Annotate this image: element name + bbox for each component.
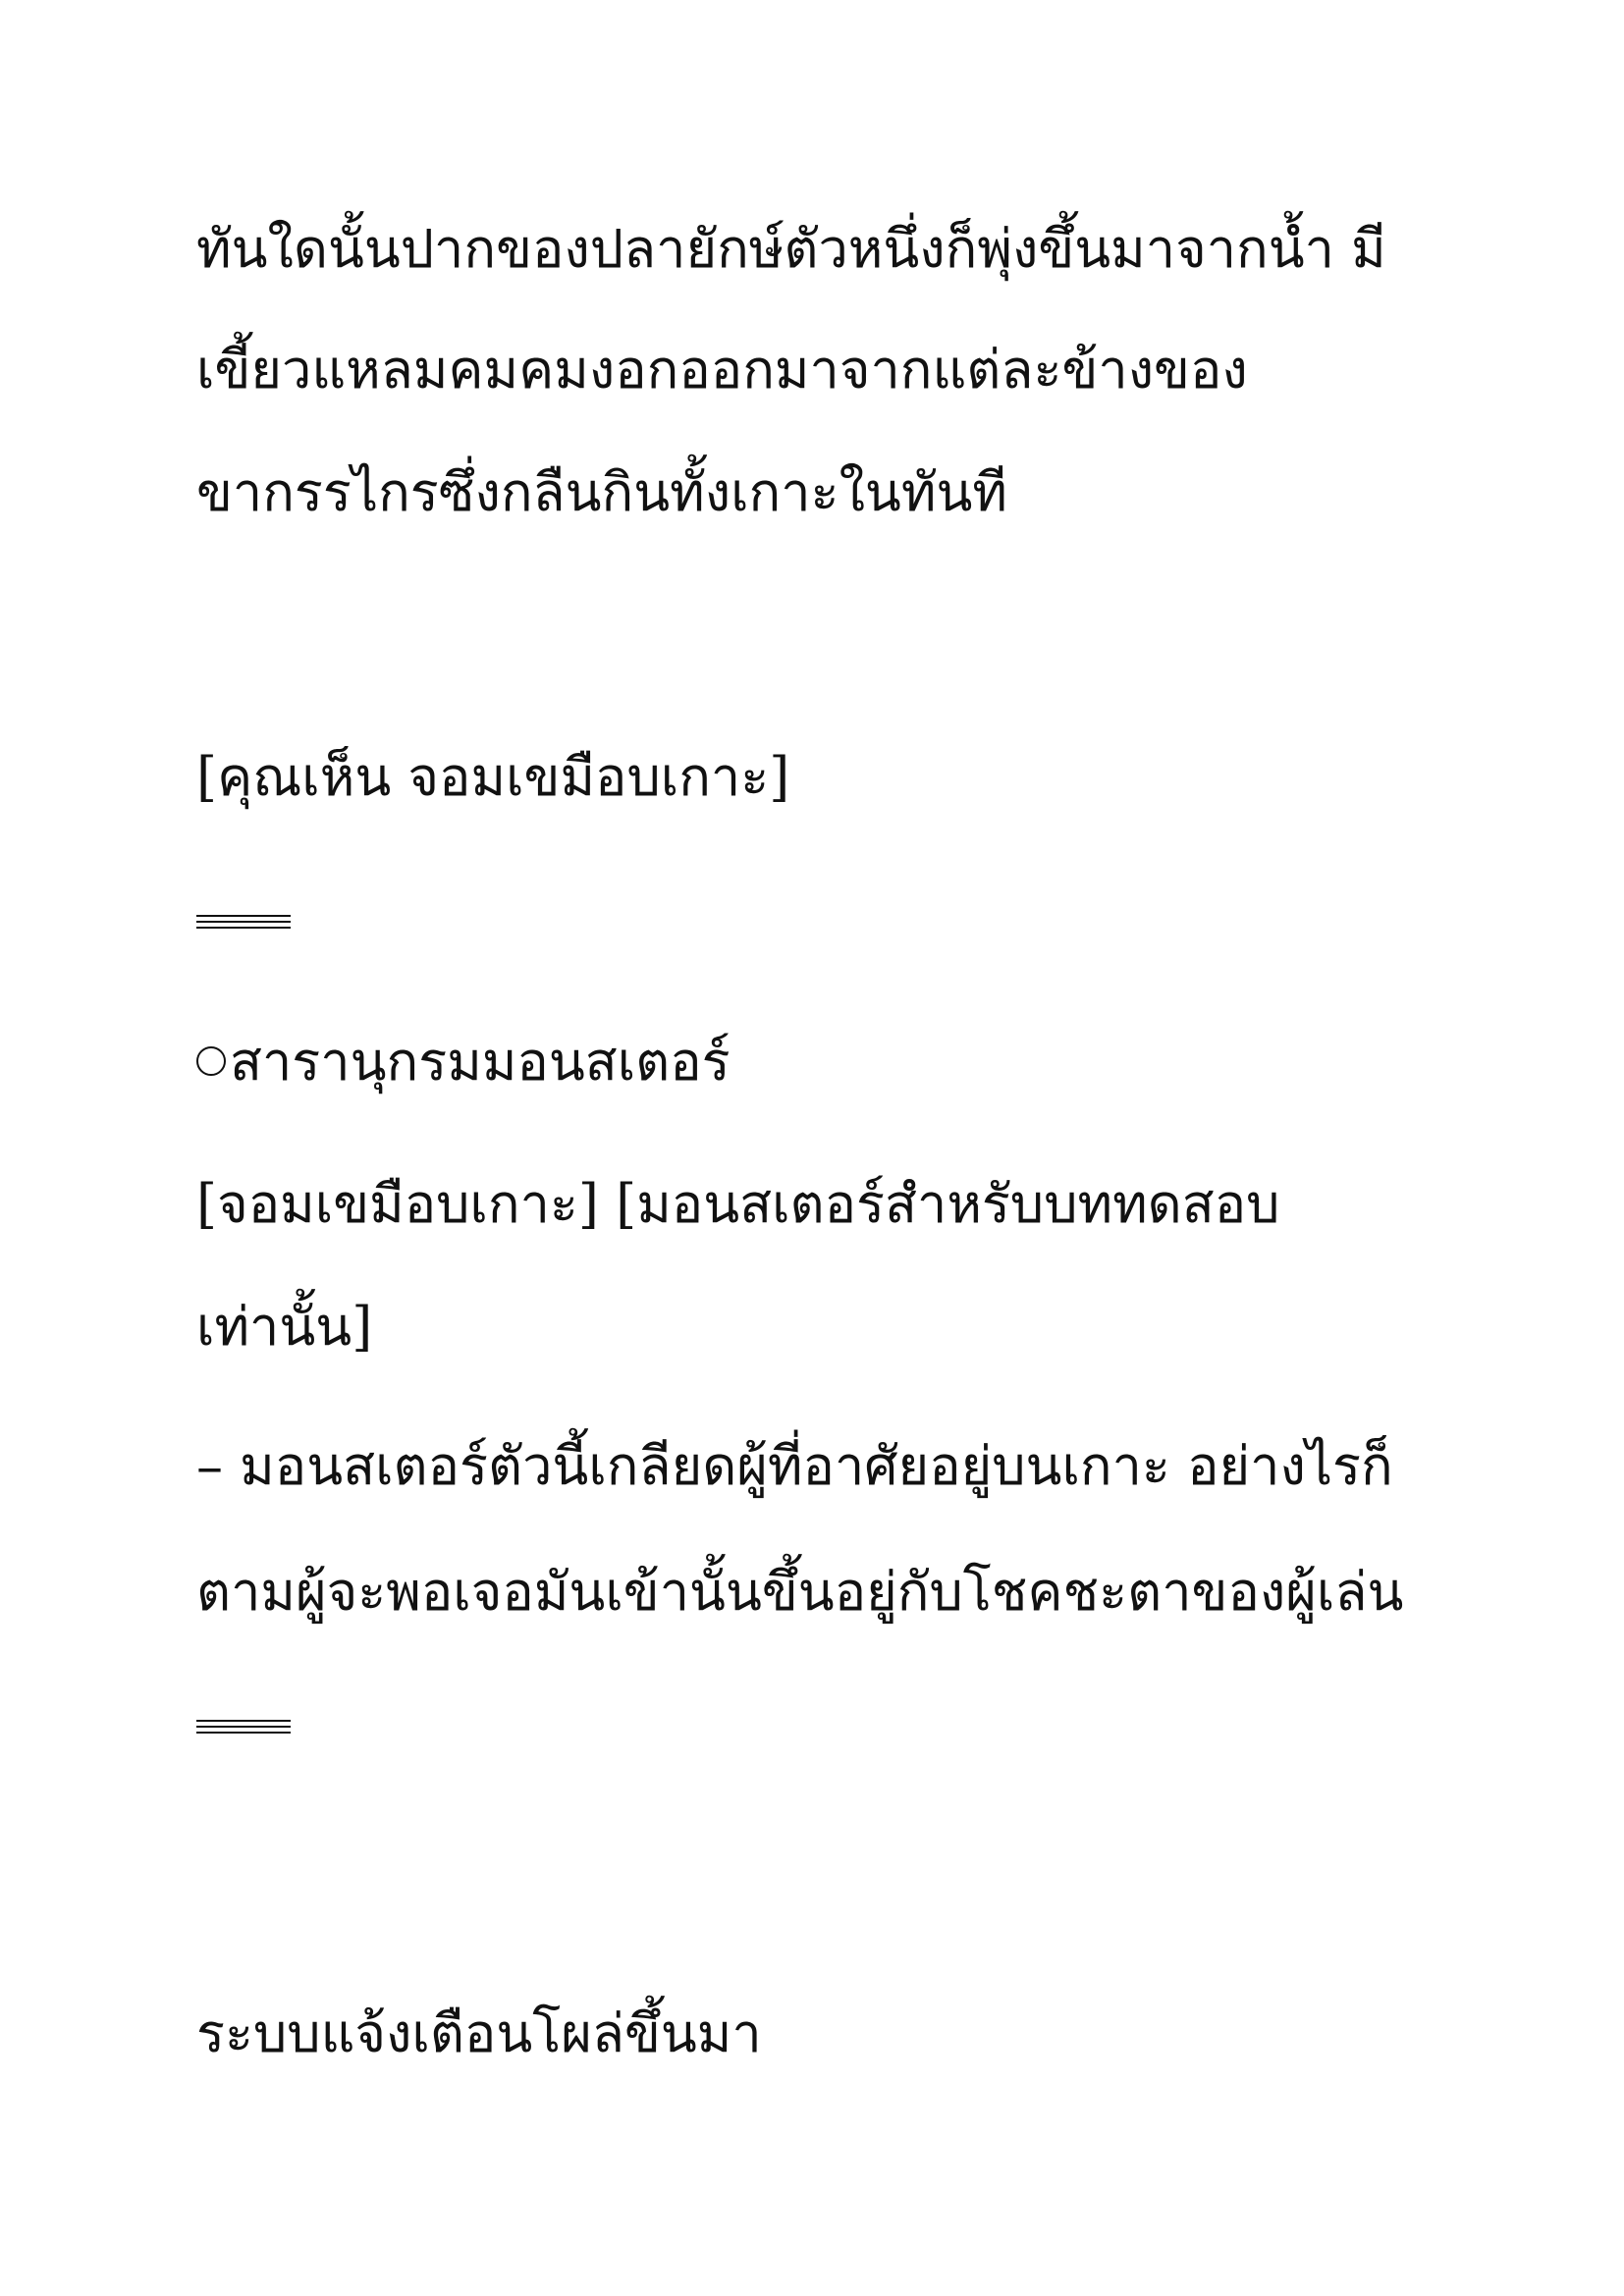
circle-icon [196,1046,226,1076]
bestiary-title: สารานุกรมมอนสเตอร์ [230,1031,731,1093]
separator-2 [196,1720,291,1734]
bestiary-name-line-2: เท่านั้น] [196,1296,373,1358]
bestiary-description-line-1: – มอนสเตอร์ตัวนี้เกลียดผู้ที่อาศัยอยู่บนเกาะ อย่างไรก็ [196,1435,1393,1497]
separator-1 [196,915,291,929]
narrative-line-1: ทันใดนั้นปากของปลายักษ์ตัวหนึ่งก็พุ่งขึ้นมาจากน้ำ มี [196,218,1386,280]
bestiary-name-line-1: [จอมเขมือบเกาะ] [มอนสเตอร์สำหรับบททดสอบ [196,1173,1280,1235]
encounter-line: [คุณเห็น จอมเขมือบเกาะ] [196,746,790,808]
narrative-line-3: ขากรรไกรซึ่งกลืนกินทั้งเกาะในทันที [196,461,1007,523]
bestiary-description-line-2: ตามผู้จะพอเจอมันเข้านั้นขึ้นอยู่กับโชคชะตาของผู้เล่น [196,1561,1404,1623]
closing-line: ระบบแจ้งเตือนโผล่ขึ้นมา [196,2002,762,2064]
bestiary-heading [196,1031,731,1095]
narrative-line-2: เขี้ยวแหลมคมคมงอกออกมาจากแต่ละข้างของ [196,339,1248,400]
